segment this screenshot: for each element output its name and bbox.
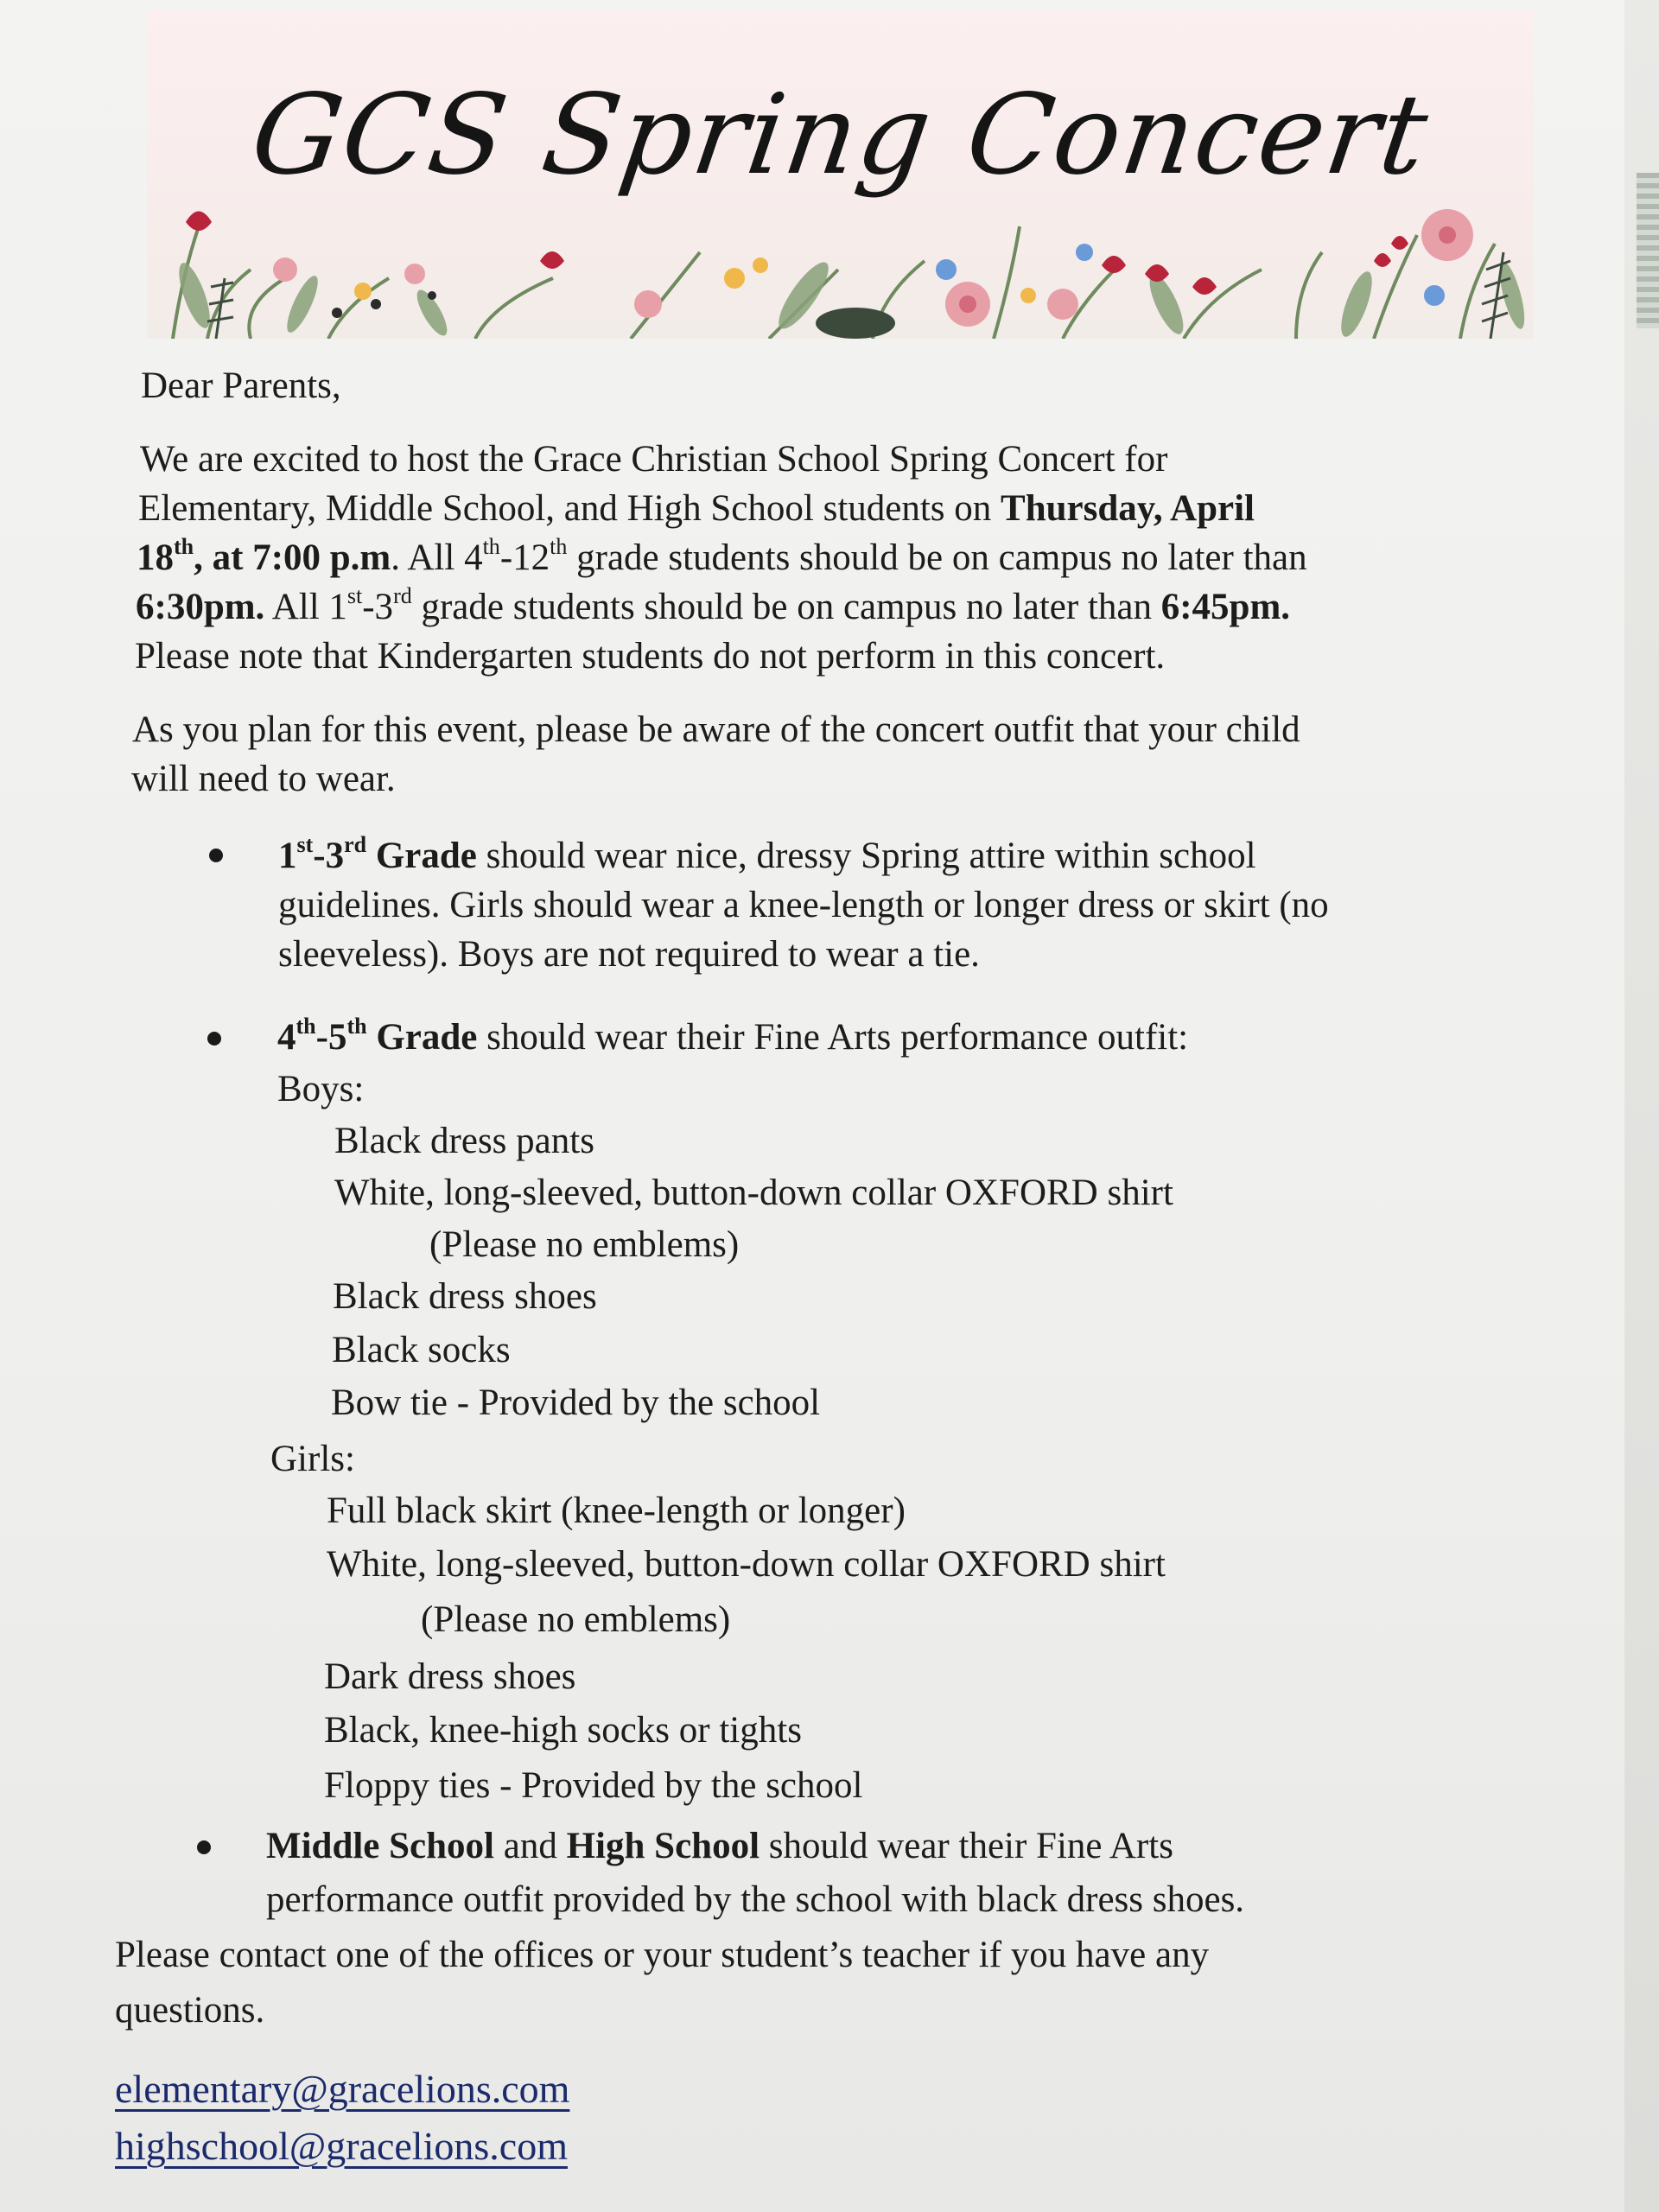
girls-item: Full black skirt (knee-length or longer): [327, 1491, 906, 1531]
floral-border-illustration: [147, 175, 1534, 339]
highschool-email-link[interactable]: highschool@gracelions.com: [115, 2124, 568, 2168]
bullet-1-line-1: 1st-3rd Grade should wear nice, dressy Spring attire within school: [278, 832, 1256, 876]
intro-line-5: Please note that Kindergarten students do not perform in this concert.: [135, 636, 1166, 677]
boys-item: Bow tie - Provided by the school: [331, 1382, 821, 1423]
banner-title: GCS Spring Concert: [244, 71, 1437, 200]
bullet-dot: [197, 1840, 211, 1854]
intro-line-2: Elementary, Middle School, and High School students on Thursday, April: [138, 488, 1255, 529]
intro-line-3: 18th, at 7:00 p.m. All 4th-12th grade students should be on campus no later than: [137, 534, 1307, 578]
girls-item: Dark dress shoes: [324, 1656, 576, 1697]
boys-item: White, long-sleeved, button-down collar OXFORD shirt: [334, 1173, 1173, 1213]
bullet-dot: [209, 849, 223, 862]
boys-item: Black dress shoes: [333, 1276, 597, 1317]
intro-line-1: We are excited to host the Grace Christian School Spring Concert for: [140, 439, 1168, 480]
bullet-1-line-3: sleeveless). Boys are not required to wear a tie.: [278, 934, 980, 975]
intro-line-4: 6:30pm. All 1st-3rd grade students should be on campus no later than 6:45pm.: [136, 583, 1291, 627]
boys-item: Black socks: [332, 1330, 511, 1370]
bullet-1-line-2: guidelines. Girls should wear a knee-length or longer dress or skirt (no: [278, 885, 1329, 925]
girls-item: Floppy ties - Provided by the school: [324, 1765, 863, 1806]
bullet-3-line-2: performance outfit provided by the school with black dress shoes.: [266, 1879, 1245, 1920]
bullet-dot: [207, 1032, 221, 1046]
closing-line-2: questions.: [115, 1990, 265, 2031]
girls-item: Black, knee-high socks or tights: [324, 1710, 802, 1751]
greeting: Dear Parents,: [141, 365, 341, 406]
boys-item-note: (Please no emblems): [429, 1224, 740, 1265]
elementary-email-link[interactable]: elementary@gracelions.com: [115, 2067, 570, 2111]
girls-item-note: (Please no emblems): [421, 1599, 731, 1640]
girls-item: White, long-sleeved, button-down collar OXFORD shirt: [327, 1544, 1166, 1585]
bullet-2-line-1: 4th-5th Grade should wear their Fine Arts performance outfit:: [277, 1014, 1189, 1058]
plan-line-1: As you plan for this event, please be aware of the concert outfit that your child: [132, 709, 1300, 750]
closing-line-1: Please contact one of the offices or your student’s teacher if you have any: [115, 1935, 1210, 1975]
plan-line-2: will need to wear.: [131, 759, 396, 799]
boys-label: Boys:: [277, 1069, 365, 1109]
boys-item: Black dress pants: [334, 1121, 594, 1161]
bullet-3-line-1: Middle School and High School should wear their Fine Arts: [266, 1826, 1173, 1866]
adjacent-page-edge: [1637, 173, 1659, 328]
header-banner: [147, 10, 1534, 339]
girls-label: Girls:: [270, 1439, 355, 1479]
